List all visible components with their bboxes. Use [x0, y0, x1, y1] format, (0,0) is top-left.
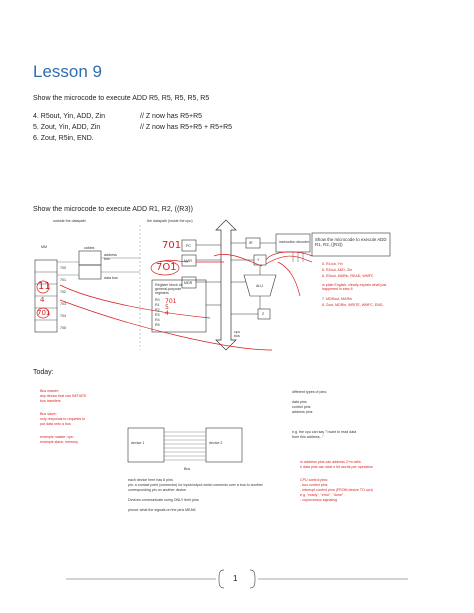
cables-box — [79, 251, 101, 265]
device-1-box — [128, 428, 164, 462]
device-2-box — [206, 428, 242, 462]
inside-label: the datapath (inside the cpu) — [147, 219, 193, 223]
addr-704: 704 — [60, 314, 66, 318]
today-heading: Today: — [33, 369, 54, 376]
reg-r4: R4 — [155, 318, 160, 322]
hw-mar-701: 7O1 — [156, 262, 177, 273]
ir-label: IR — [249, 241, 253, 245]
note-step-5: 5. R1out, Yin — [322, 262, 343, 266]
mdr-label: MDR — [184, 281, 193, 285]
step-4-left: 4. R5out, Yin, ADD, Zin — [33, 113, 105, 120]
cpu-pins-note: CPU control pins: - bus control pins - interrupt control pins (FROM device TO cpu) e.g. "ready", "error", "done" - coprocessor signaling — [300, 478, 373, 502]
mar-label: MAR — [184, 259, 192, 263]
bus-slave-note: Bus slave: only responds to requests to put data onto a bus — [40, 412, 86, 426]
addr-705: 705 — [60, 326, 66, 330]
note-step-8: 8. Zout, MDRin, WRITE, WMFC, END. — [322, 303, 384, 307]
step-4-comment: // Z now has R5+R5 — [140, 113, 203, 120]
reg-r3: R3 — [155, 313, 160, 317]
notes-box-text: Show the microcode to execute ADD R1, R2, ((R3)) — [315, 237, 387, 247]
pin-types-note: different types of pins: data pins control pins address pins — [292, 390, 328, 414]
addr-703: 703 — [60, 302, 66, 306]
bus-label: Bus — [184, 467, 191, 471]
hw-mem-4: 4 — [40, 296, 45, 304]
reg-r5: R5 — [155, 323, 160, 327]
page-number: 1 — [233, 574, 238, 583]
hw-reg-4: 4 — [165, 310, 169, 317]
reg-r2: R2 — [155, 308, 160, 312]
eg-note: e.g. the cpu can say "I want to read data from this address..." — [292, 430, 357, 439]
reg-r1: R1 — [155, 303, 160, 307]
hw-mem-11: 11 — [38, 281, 51, 292]
address-bus-label: address bus — [104, 253, 117, 261]
heading-add-r5: Show the microcode to execute ADD R5, R5, R5, R5, R5 — [33, 95, 210, 102]
heading-add-r1: Show the microcode to execute ADD R1, R2, ((R3)) — [33, 206, 193, 213]
bus-master-note: Bus master: any device that can INITIATE bus transfers — [40, 389, 87, 403]
cables-box-2 — [79, 265, 101, 279]
step-6-left: 6. Zout, R5in, END. — [33, 135, 94, 142]
reg-r0: R0 — [155, 298, 160, 302]
step-5-left: 5. Zout, Yin, ADD, Zin — [33, 124, 101, 131]
data-bus-label: data bus — [104, 276, 118, 280]
page-title: Lesson 9 — [33, 62, 102, 81]
device-1-label: device 1 — [131, 441, 145, 445]
step-5-comment: // Z now has R5+R5 + R5+R5 — [140, 124, 233, 131]
z-label: Z — [262, 312, 265, 316]
pins-explanation: each device here has 8 pins pin: a contact point (connector) for input/output which connects over a bus to another corresponding pin on another device Devices communicate using ONLY their pins pinout: what the signals on the pins MEAN — [128, 478, 263, 512]
addr-700: 700 — [60, 266, 66, 270]
hw-reg-701: 701 — [165, 298, 177, 305]
pc-label: PC — [186, 244, 191, 248]
addr-702: 702 — [60, 290, 66, 294]
addr-701: 701 — [60, 278, 66, 282]
hw-mem-701: 701 — [37, 309, 51, 317]
cpu-bus — [216, 220, 236, 350]
examples-note: example master: cpu example slave: memory — [40, 435, 78, 444]
decoder-label: instruction decoder — [279, 240, 310, 244]
cpu-bus-label: cpu bus — [234, 330, 240, 338]
outside-label: outside the datapath — [53, 219, 86, 223]
note-step-6b: 6. R3out, MARin, READ, WMFC — [322, 274, 374, 278]
address-pins-note: m address pins can address 2^m cells n data pins can deal n bit words per operation — [300, 460, 373, 469]
mm-label: MM — [41, 245, 47, 249]
hw-pc-701: 701 — [162, 240, 182, 251]
note-step-6: 6. R2out, ADD, Zin — [322, 268, 352, 272]
cables-label: cables — [84, 246, 95, 250]
note-step-7: 7. MDRout, MARin — [322, 297, 352, 301]
y-label: Y — [257, 258, 260, 262]
device-2-label: device 2 — [209, 441, 223, 445]
alu-label: ALU — [256, 284, 263, 288]
regblock-label: Register block of general-purpose registers — [155, 283, 182, 295]
note-explain: in plain English, clearly explain what just happened in step 6 — [322, 283, 387, 291]
hw-reg-5: 5 — [165, 304, 169, 311]
